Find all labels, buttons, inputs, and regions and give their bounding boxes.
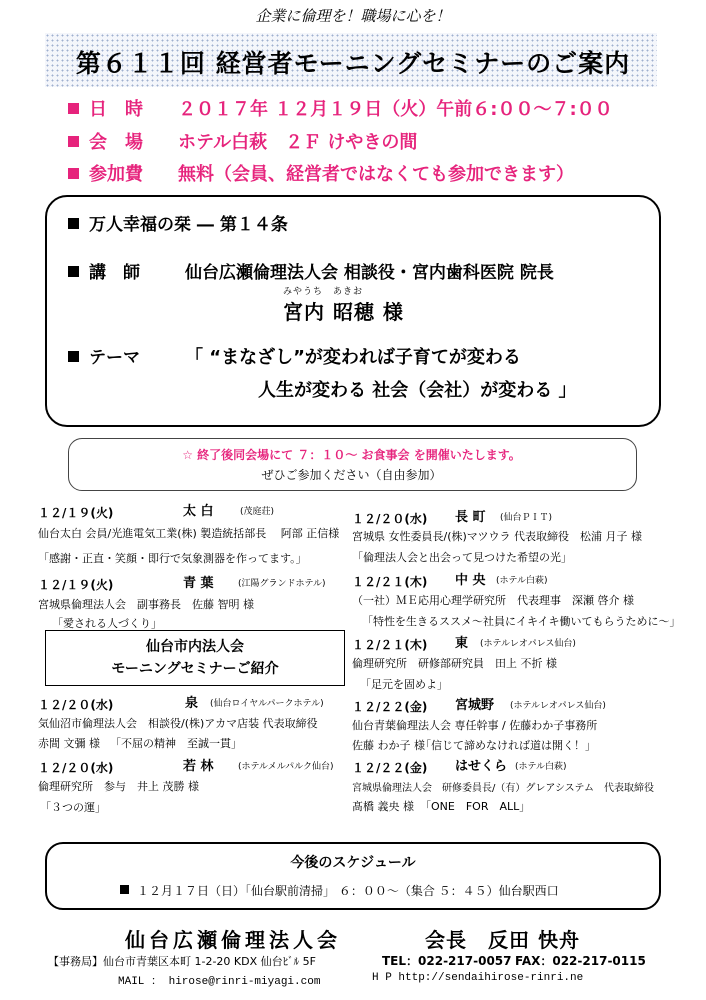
bullet-square-icon bbox=[68, 168, 79, 179]
entry-speaker: 宮城県倫理法人会 研修委員長/（有）グレアシステム 代表取締役 bbox=[352, 783, 654, 794]
seminar-entry bbox=[38, 757, 113, 776]
entry-name: はせくら bbox=[455, 759, 508, 774]
entry-name: 宮城野 bbox=[455, 698, 495, 713]
speaker-row bbox=[68, 258, 140, 283]
bullet-square-icon bbox=[68, 351, 79, 362]
intro-line1: 仙台市内法人会 bbox=[146, 639, 244, 655]
bullet-square-icon bbox=[68, 218, 79, 229]
office-fax: FAX：022-217-0115 bbox=[515, 954, 646, 968]
notice-line1: ☆ 終了後同会場にて ７：１０～ お食事会 を開催いたします。 bbox=[182, 448, 521, 462]
fee-label: 参加費 bbox=[89, 164, 143, 185]
entry-date: １２/２２(金) bbox=[352, 700, 428, 714]
entry-quote: 「倫理法人会と出会って見つけた希望の光」 bbox=[352, 551, 572, 564]
fee-value: 無料（会員、経営者ではなくても参加できます） bbox=[178, 164, 574, 185]
seminar-entry bbox=[352, 634, 427, 653]
entry-venue: (ホテル白萩) bbox=[515, 762, 567, 772]
speaker-affiliation: 仙台広瀬倫理法人会 相談役・宮内歯科医院 院長 bbox=[185, 263, 554, 283]
office-address: 【事務局】仙台市青葉区本町 1-2-20 KDX 仙台ﾋﾞﾙ 5F bbox=[48, 955, 316, 968]
entry-venue: (仙台ロイヤルパークホテル) bbox=[210, 699, 324, 709]
entry-speaker: 宮城県倫理法人会 副事務長 佐藤 智明 様 bbox=[38, 598, 254, 611]
article-row bbox=[68, 210, 288, 235]
entry-quote: 「愛される人づくり」 bbox=[52, 617, 162, 630]
slogan: 企業に倫理を！職場に心を！ bbox=[255, 7, 451, 25]
speaker-label: 講 師 bbox=[89, 263, 140, 283]
entry-speaker-name: 髙橋 義央 様 bbox=[352, 800, 414, 813]
entry-speaker: 仙台青葉倫理法人会 専任幹事 / 佐藤わか子事務所 bbox=[352, 719, 598, 732]
bullet-square-icon bbox=[68, 103, 79, 114]
schedule-item-text: １２月１７日（日）「仙台駅前清掃」 ６：００～（集合 ５：４５）仙台駅西口 bbox=[137, 884, 559, 898]
entry-venue: (茂庭荘) bbox=[240, 507, 275, 517]
venue-value: ホテル白萩 ２Ｆ けやきの間 bbox=[178, 132, 418, 153]
speaker-name: 宮内 昭穂 様 bbox=[283, 300, 404, 324]
theme-label: テーマ bbox=[89, 348, 140, 368]
entry-venue: (ホテルレオパレス仙台) bbox=[480, 639, 576, 649]
office-mail: MAIL ： hirose@rinri-miyagi.com bbox=[118, 976, 321, 988]
schedule-title: 今後のスケジュール bbox=[290, 855, 416, 871]
seminar-entry bbox=[38, 502, 113, 521]
seminar-entry bbox=[352, 696, 427, 715]
bullet-square-icon bbox=[120, 885, 129, 894]
speaker-ruby: みやうち あきお bbox=[283, 287, 364, 297]
entry-quote: 「不屈の精神 至誠一貫」 bbox=[110, 737, 242, 750]
notice-line2: ぜひご参加ください（自由参加） bbox=[261, 468, 442, 482]
entry-venue: (ホテルレオパレス仙台) bbox=[510, 701, 606, 711]
entry-name: 泉 bbox=[185, 696, 199, 711]
seminar-entry bbox=[352, 571, 427, 590]
entry-quote: 「３つの運」 bbox=[40, 801, 106, 814]
seminar-entry bbox=[38, 574, 113, 593]
entry-quote: 「特性を生きるススメ～社員にイキイキ働いてもらうために～」 bbox=[362, 615, 681, 628]
entry-speaker-name: 佐藤 わか子 様 bbox=[352, 739, 425, 752]
entry-date: １２/２０(水) bbox=[38, 761, 114, 775]
bullet-square-icon bbox=[68, 266, 79, 277]
chairman: 会長 反田 快舟 bbox=[425, 928, 580, 952]
venue-label: 会 場 bbox=[89, 132, 143, 153]
entry-speaker: 宮城県 女性委員長/(株)マツウラ 代表取締役 松浦 月子 様 bbox=[352, 530, 642, 543]
intro-line2: モーニングセミナーご紹介 bbox=[111, 661, 279, 677]
office-tel: TEL：022-217-0057 bbox=[382, 954, 512, 968]
entry-date: １２/１９(火) bbox=[38, 506, 114, 520]
entry-quote: 「足元を固めよ」 bbox=[360, 678, 448, 691]
entry-speaker: 仙台太白 会員/光進電気工業(株) 製造統括部長 阿部 正信様 bbox=[38, 527, 340, 540]
entry-name: 中 央 bbox=[455, 573, 486, 588]
date-value: ２０１７年 １２月１９日（火）午前６:００～７:００ bbox=[178, 99, 613, 120]
entry-speaker: 気仙沼市倫理法人会 相談役/(株)アカマ店装 代表取締役 bbox=[38, 717, 318, 730]
bullet-square-icon bbox=[68, 136, 79, 147]
entry-name: 若 林 bbox=[183, 759, 214, 774]
fee-row bbox=[68, 160, 143, 186]
entry-name: 東 bbox=[455, 636, 469, 651]
entry-venue: (ホテル白萩) bbox=[496, 576, 548, 586]
theme-row bbox=[68, 343, 140, 368]
entry-venue: (仙台ＰＩＴ) bbox=[500, 513, 553, 523]
entry-speaker-name: 赤間 文彌 様 bbox=[38, 737, 100, 750]
entry-speaker: （一社）ＭＥ応用心理学研究所 代表理事 深瀬 啓介 様 bbox=[352, 594, 634, 607]
entry-date: １２/２１(木) bbox=[352, 575, 428, 589]
entry-date: １２/１９(火) bbox=[38, 578, 114, 592]
entry-venue: (江陽グランドホテル) bbox=[238, 579, 326, 589]
article: 万人幸福の栞 ― 第１４条 bbox=[89, 215, 288, 235]
venue-row bbox=[68, 128, 143, 154]
entry-quote: 「信じて諦めなければ道は開く！」 bbox=[420, 739, 596, 752]
association-name: 仙台広瀬倫理法人会 bbox=[125, 928, 341, 952]
office-homepage: H P http://sendaihirose-rinri.ne bbox=[372, 972, 584, 984]
entry-quote: 「感謝・正直・笑顔・即行で気象測器を作ってます。」 bbox=[38, 552, 307, 565]
date-label: 日 時 bbox=[89, 99, 143, 120]
entry-date: １２/２０(水) bbox=[352, 512, 428, 526]
entry-speaker: 倫理研究所 参与 井上 茂勝 様 bbox=[38, 780, 199, 793]
entry-name: 太 白 bbox=[183, 504, 214, 519]
entry-quote: 「ONE FOR ALL」 bbox=[420, 800, 531, 813]
entry-date: １２/２０(水) bbox=[38, 698, 114, 712]
entry-speaker: 倫理研究所 研修部研究員 田上 不折 様 bbox=[352, 657, 557, 670]
theme-line1: 「 “まなざし”が変われば子育てが変わる bbox=[185, 347, 521, 368]
page-title: 第６１１回 経営者モーニングセミナーのご案内 bbox=[75, 49, 631, 78]
entry-name: 長 町 bbox=[455, 510, 486, 525]
entry-date: １２/２１(木) bbox=[352, 638, 428, 652]
entry-venue: (ホテルメルパルク仙台) bbox=[238, 762, 334, 772]
entry-date: １２/２２(金) bbox=[352, 761, 428, 775]
entry-name: 青 葉 bbox=[183, 576, 214, 591]
seminar-entry bbox=[352, 757, 427, 776]
schedule-item bbox=[120, 882, 559, 899]
date-row bbox=[68, 95, 143, 121]
seminar-entry bbox=[352, 508, 427, 527]
seminar-entry bbox=[38, 694, 113, 713]
theme-line2: 人生が変わる 社会（会社）が変わる 」 bbox=[258, 380, 577, 401]
